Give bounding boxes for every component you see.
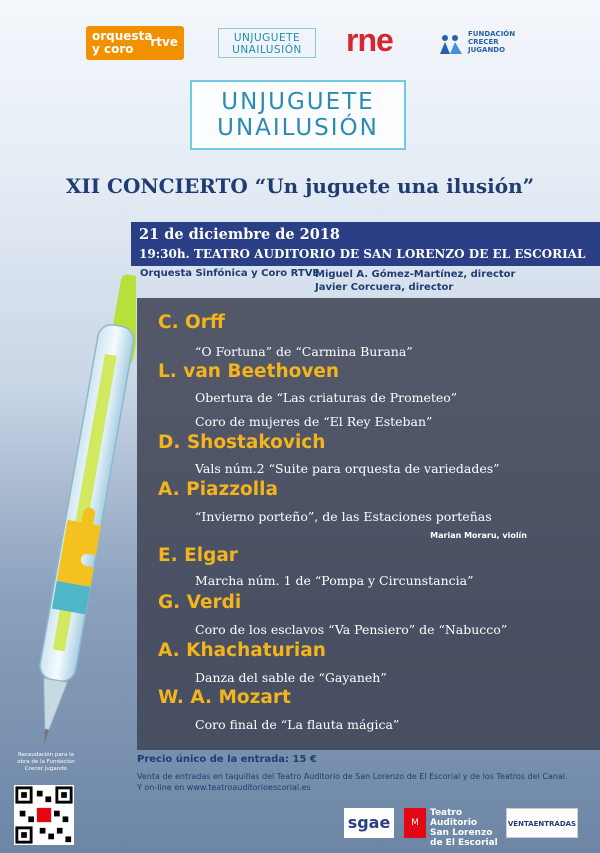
work-mozart-1: Coro final de “La flauta mágica”	[195, 717, 400, 732]
directors	[315, 268, 515, 294]
pen-illustration	[26, 262, 136, 752]
rtve-logo-line2: y coro	[92, 42, 134, 56]
teatro-line2: San Lorenzo	[430, 828, 493, 838]
teatro-line3: de El Escorial	[430, 838, 498, 848]
rtve-logo-brand: rtve	[150, 35, 178, 49]
work-shostakovich-1: Vals núm.2 “Suite para orquesta de variedades”	[195, 461, 500, 476]
composer-piazzolla: A. Piazzolla	[158, 479, 278, 500]
concert-date: 21 de diciembre de 2018	[139, 226, 341, 243]
unjuguete-small-logo	[218, 28, 316, 58]
work-orff-1: “O Fortuna” de “Carmina Burana”	[195, 344, 413, 359]
work-verdi-1: Coro de los esclavos “Va Pensiero” de “Nabucco”	[195, 622, 508, 637]
ticket-price: Precio único de la entrada: 15 €	[137, 754, 317, 765]
sponsor-logos	[0, 22, 600, 72]
work-elgar-1: Marcha núm. 1 de “Pompa y Circunstancia”	[195, 573, 474, 588]
ventaentradas-logo: VENTAENTRADAS	[506, 808, 578, 838]
title-logo-line2: UNAILUSIÓN	[217, 115, 379, 141]
sales-line-1: Venta de entradas en taquillas del Teatro Auditorio de San Lorenzo de El Escorial y de los Teatros del Canal.	[137, 772, 568, 781]
fund-line3: JUGANDO	[468, 46, 506, 54]
composer-khachaturian: A. Khachaturian	[158, 640, 326, 661]
rtve-logo-line1: orquesta	[92, 29, 153, 43]
teatro-line1: Teatro Auditorio	[430, 808, 478, 828]
qr-caption: Recaudación para la obra de la Fundación Crecer Jugando	[17, 752, 75, 772]
work-khachaturian-1: Danza del sable de “Gayaneh”	[195, 670, 387, 685]
director-1: Miguel A. Gómez-Martínez, director	[315, 269, 516, 280]
small-logo-line2: UNAILUSIÓN	[232, 44, 302, 56]
fund-line1: FUNDACIÓN	[468, 30, 516, 38]
orchestra-name: Orquesta Sinfónica y Coro RTVE	[140, 268, 320, 279]
fundacion-logo	[438, 30, 518, 60]
work-piazzolla-1: “Invierno porteño”, de las Estaciones porteñas	[195, 509, 492, 524]
fund-line2: CRECER	[468, 38, 499, 46]
date-venue-banner	[131, 222, 600, 266]
program-panel	[137, 298, 600, 750]
rtve-orchestra-logo	[86, 26, 184, 60]
kids-jumping-icon	[438, 34, 464, 56]
concert-venue: 19:30h. TEATRO AUDITORIO DE SAN LORENZO DE EL ESCORIAL	[139, 247, 586, 261]
composer-beethoven: L. van Beethoven	[158, 361, 340, 382]
title-logo-line1: UNJUGUETE	[221, 89, 375, 115]
rne-logo: rne	[346, 22, 393, 58]
composer-shostakovich: D. Shostakovich	[158, 432, 326, 453]
comunidad-madrid-logo: M	[404, 808, 426, 838]
ticket-sales-info	[137, 771, 568, 793]
work-beethoven-2: Coro de mujeres de “El Rey Esteban”	[195, 414, 433, 429]
composer-verdi: G. Verdi	[158, 592, 242, 613]
work-beethoven-1: Obertura de “Las criaturas de Prometeo”	[195, 390, 458, 405]
main-title-logo	[190, 80, 406, 150]
qr-code-icon[interactable]	[14, 785, 74, 845]
concert-headline: XII CONCIERTO “Un juguete una ilusión”	[65, 174, 535, 198]
sgae-logo: sgae	[344, 808, 394, 838]
sales-line-2[interactable]: Y on-line en www.teatroauditorioescorial.es	[137, 783, 311, 792]
teatro-auditorio-logo	[430, 808, 500, 848]
director-2: Javier Corcuera, director	[315, 282, 454, 293]
composer-mozart: W. A. Mozart	[158, 687, 291, 708]
composer-elgar: E. Elgar	[158, 545, 238, 566]
small-logo-line1: UNJUGUETE	[233, 32, 301, 44]
soloist-violin: Marian Moraru, violín	[430, 531, 527, 540]
composer-orff: C. Orff	[158, 312, 225, 333]
